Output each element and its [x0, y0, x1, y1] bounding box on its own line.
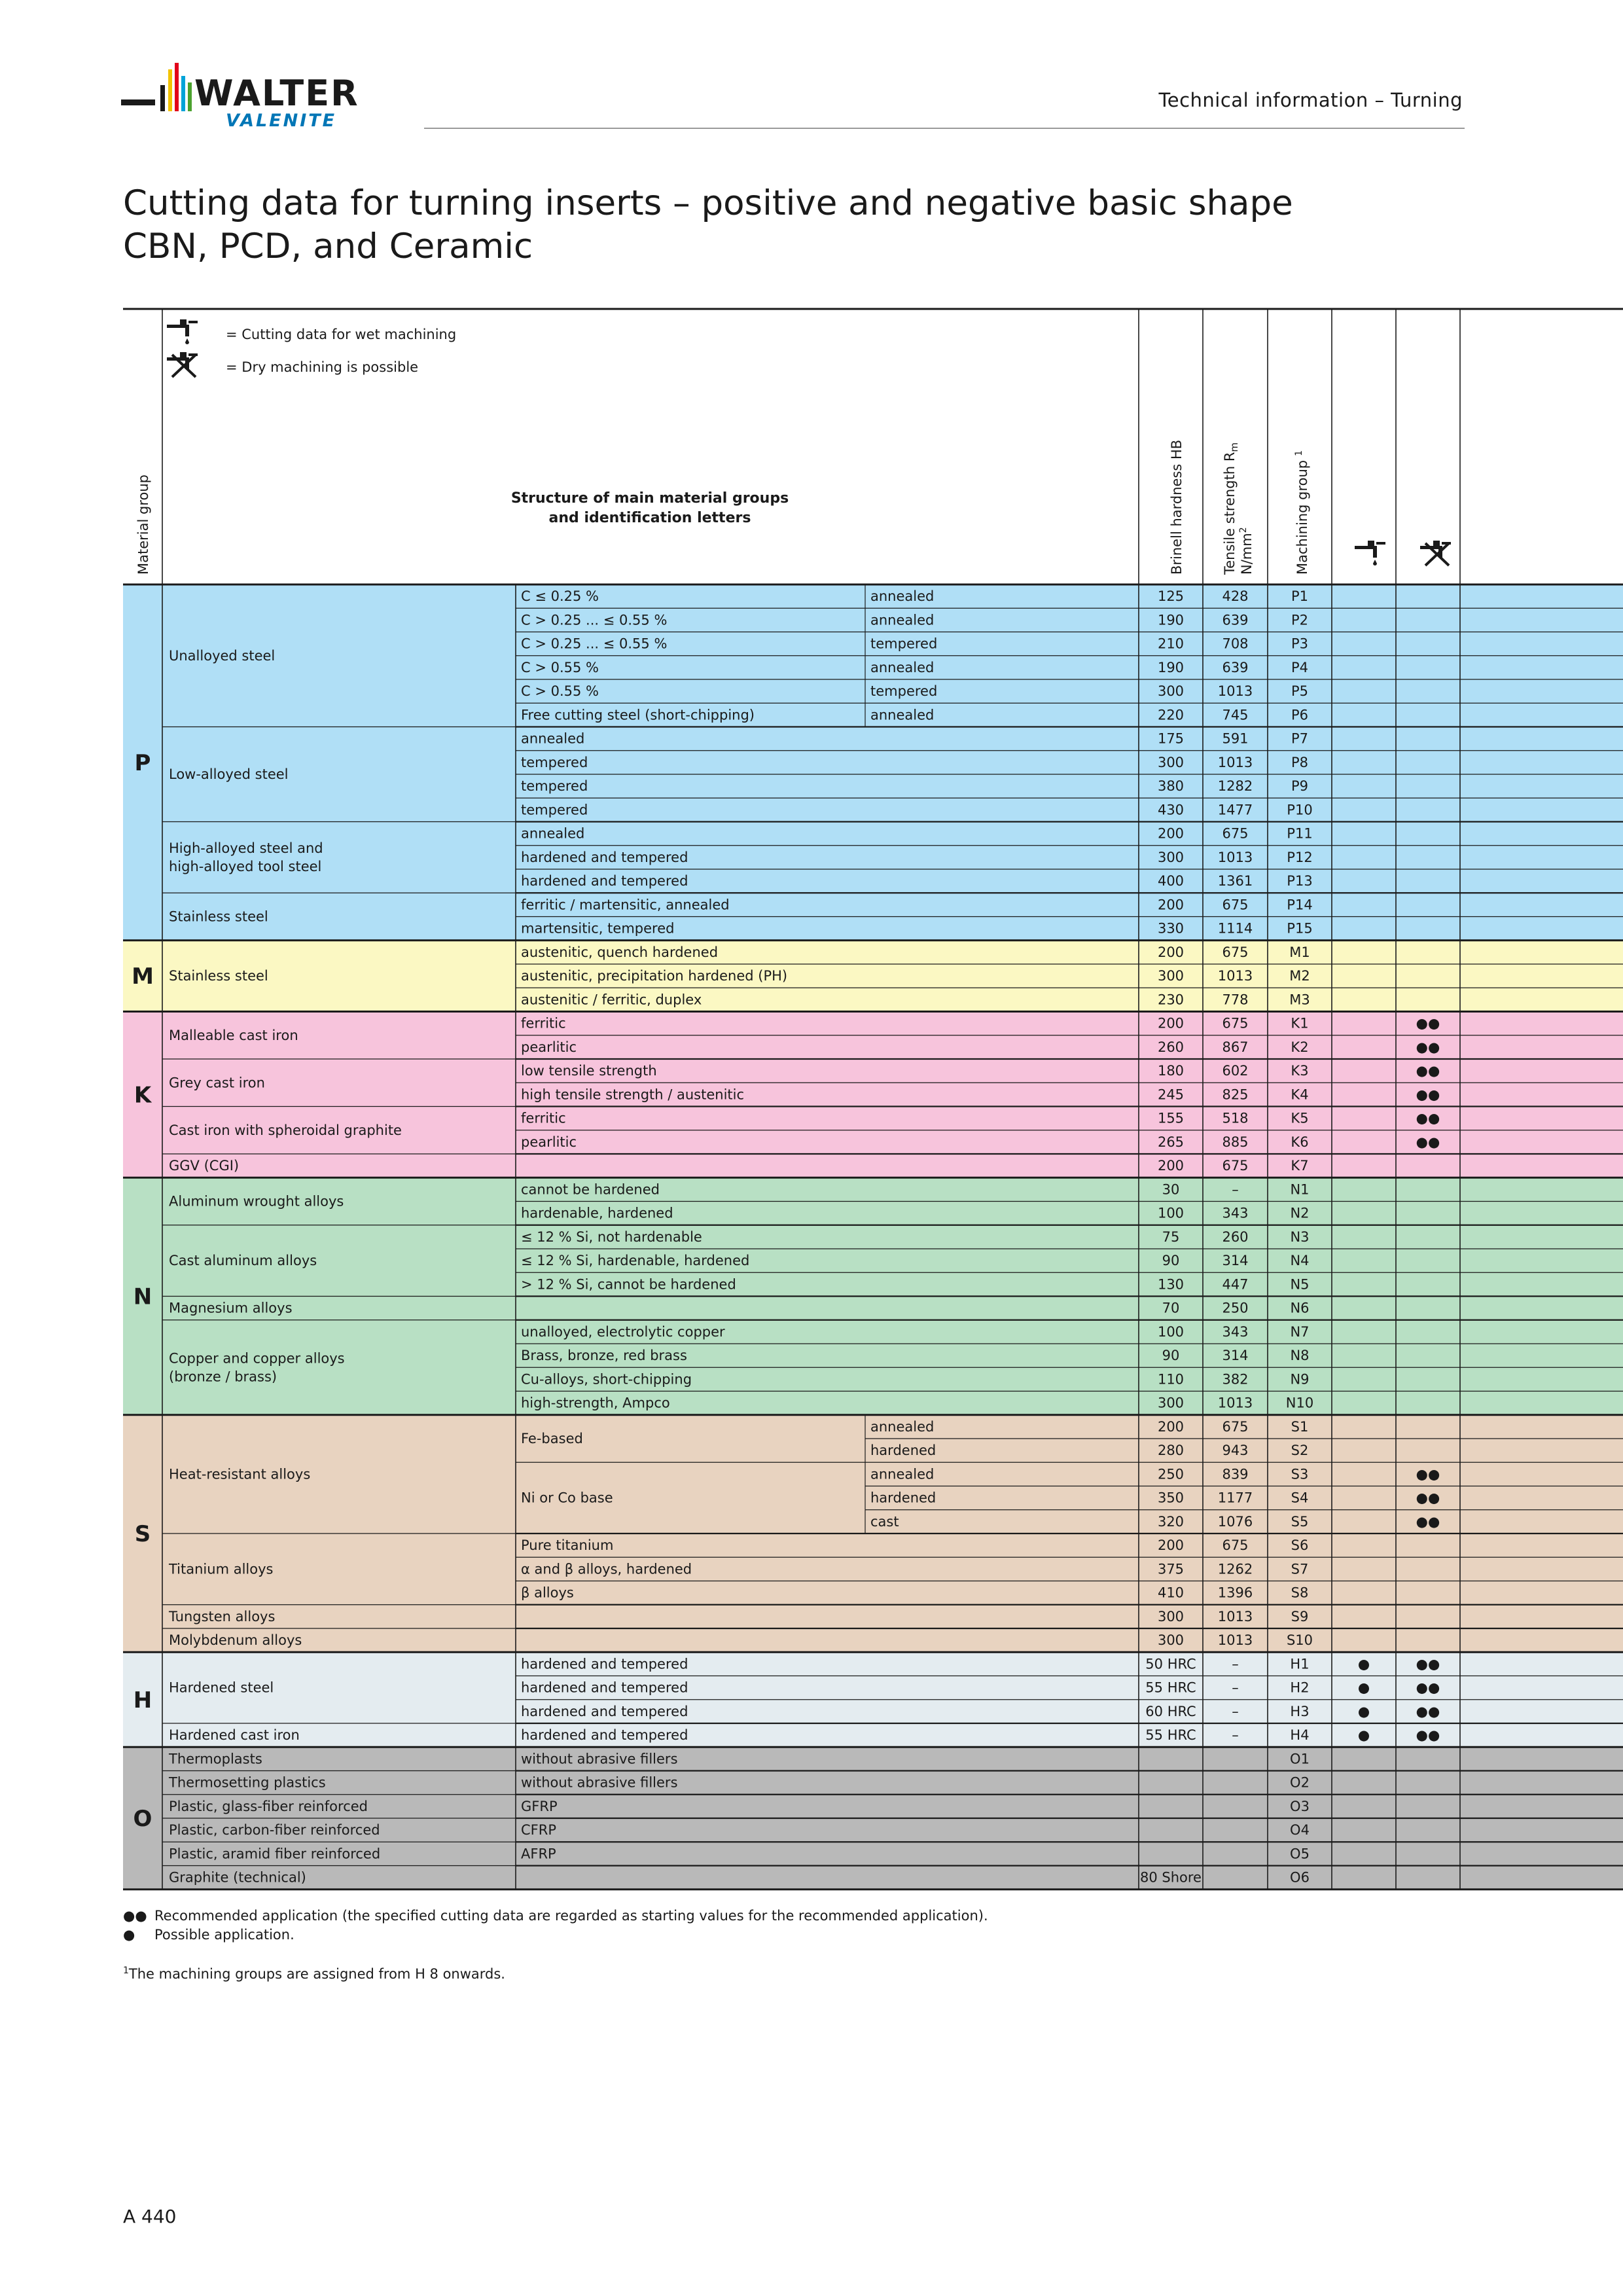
tensile-cell: 314 — [1222, 1253, 1249, 1269]
machining-group-cell: P4 — [1291, 659, 1309, 675]
structure-cell: C ≤ 0.25 % — [521, 588, 599, 605]
tensile-cell: 1477 — [1217, 802, 1253, 818]
tensile-cell: 518 — [1222, 1110, 1249, 1126]
machining-group-cell: P11 — [1287, 825, 1313, 842]
brinell-cell: 265 — [1157, 1134, 1185, 1150]
tensile-cell: 1013 — [1217, 1395, 1253, 1411]
machining-group-cell: H1 — [1290, 1656, 1310, 1672]
tensile-cell: 314 — [1222, 1348, 1249, 1364]
machining-group-cell: P6 — [1291, 707, 1309, 723]
brinell-cell: 300 — [1157, 1632, 1185, 1649]
brinell-cell: 300 — [1157, 968, 1185, 984]
group-letter-P: P — [134, 749, 151, 776]
condition-cell: annealed — [870, 588, 935, 605]
structure-cell: cannot be hardened — [521, 1181, 660, 1198]
tensile-cell: 591 — [1222, 730, 1249, 747]
group-band-K — [123, 1012, 1623, 1178]
group-letter-N: N — [133, 1283, 152, 1310]
structure-cell: pearlitic — [521, 1134, 577, 1150]
machining-group-cell: O4 — [1290, 1822, 1310, 1839]
subgroup-label: Plastic, glass-fiber reinforced — [169, 1798, 368, 1814]
machining-group-cell: H2 — [1290, 1679, 1310, 1696]
structure-cell: β alloys — [521, 1585, 574, 1601]
brinell-cell: 60 HRC — [1145, 1703, 1196, 1719]
structure-cell: hardened and tempered — [521, 873, 688, 889]
machining-group-cell: S3 — [1291, 1466, 1309, 1482]
tensile-cell: 1361 — [1217, 873, 1253, 889]
machining-group-cell: P15 — [1287, 920, 1313, 937]
structure-cell: hardenable, hardened — [521, 1205, 673, 1221]
tensile-cell: 825 — [1222, 1086, 1249, 1103]
condition-cell: hardened — [870, 1490, 936, 1506]
subgroup-label: (bronze / brass) — [169, 1369, 277, 1385]
machining-group-cell: S4 — [1291, 1490, 1309, 1506]
structure-cell: Pure titanium — [521, 1537, 614, 1554]
machining-group-cell: O5 — [1290, 1846, 1310, 1862]
brinell-cell: 190 — [1157, 612, 1185, 628]
structure-cell: AFRP — [521, 1846, 556, 1862]
structure-cell: tempered — [521, 754, 588, 770]
tap-icon — [1355, 541, 1385, 565]
tensile-cell: 839 — [1222, 1466, 1249, 1482]
legend-wet-text: = Cutting data for wet machining — [226, 327, 457, 342]
brinell-cell: 200 — [1157, 1158, 1185, 1174]
dry-application-dots: ●● — [1416, 1015, 1440, 1031]
tensile-cell: – — [1232, 1703, 1239, 1719]
page-number: A 440 — [123, 2206, 177, 2227]
structure-cell: C > 0.25 ... ≤ 0.55 % — [521, 612, 668, 628]
brinell-cell: 210 — [1157, 636, 1185, 652]
structure-cell: Cu-alloys, short-chipping — [521, 1371, 692, 1388]
dry-application-dots: ●● — [1416, 1679, 1440, 1696]
structure-cell: low tensile strength — [521, 1063, 657, 1079]
brinell-cell: 410 — [1157, 1585, 1185, 1601]
tensile-cell: 675 — [1222, 897, 1249, 913]
tensile-cell: 675 — [1222, 1015, 1249, 1031]
machining-group-cell: P7 — [1291, 730, 1309, 747]
subgroup-label: Stainless steel — [169, 968, 268, 984]
condition-cell: cast — [870, 1513, 899, 1530]
structure-cell: high tensile strength / austenitic — [521, 1086, 745, 1103]
subgroup-label: Stainless steel — [169, 908, 268, 925]
col-header-tensile-1: Tensile strength $R_m$ — [1222, 442, 1240, 575]
brinell-cell: 200 — [1157, 897, 1185, 913]
machining-group-cell: N2 — [1290, 1205, 1310, 1221]
machining-group-cell: K1 — [1291, 1015, 1309, 1031]
structure-cell: without abrasive fillers — [521, 1751, 678, 1767]
machining-group-cell: O3 — [1290, 1798, 1310, 1814]
condition-cell: tempered — [870, 636, 938, 652]
subgroup-label: Titanium alloys — [169, 1561, 274, 1577]
dry-application-dots: ●● — [1416, 1513, 1440, 1530]
structure-cell: tempered — [521, 778, 588, 795]
machining-group-cell: P5 — [1291, 683, 1309, 700]
machining-group-cell: P9 — [1291, 778, 1309, 795]
structure-cell: α and β alloys, hardened — [521, 1561, 692, 1577]
brinell-cell: 300 — [1157, 1395, 1185, 1411]
machining-group-cell: P1 — [1291, 588, 1309, 605]
brinell-cell: 130 — [1157, 1276, 1185, 1293]
machining-group-cell: P10 — [1287, 802, 1313, 818]
wet-application-dot: ● — [1357, 1703, 1370, 1719]
subgroup-label: Thermosetting plastics — [169, 1774, 326, 1791]
col-header-brinell: Brinell hardness HB — [1169, 439, 1185, 575]
structure-cell: annealed — [521, 730, 585, 747]
brinell-cell: 30 — [1162, 1181, 1180, 1198]
machining-group-cell: M3 — [1289, 992, 1310, 1008]
col-header-tensile-2: $N/mm^2$ — [1238, 527, 1255, 575]
tensile-cell: 343 — [1222, 1323, 1249, 1340]
structure-cell: pearlitic — [521, 1039, 577, 1055]
machining-group-cell: K4 — [1291, 1086, 1309, 1103]
machining-group-cell: S10 — [1286, 1632, 1313, 1649]
machining-group-cell: P2 — [1291, 612, 1309, 628]
wet-application-dot: ● — [1357, 1656, 1370, 1672]
tensile-cell: – — [1232, 1679, 1239, 1696]
brinell-cell: 320 — [1157, 1513, 1185, 1530]
brinell-cell: 70 — [1162, 1300, 1180, 1316]
condition-cell: annealed — [870, 1466, 935, 1482]
dry-application-dots: ●● — [1416, 1490, 1440, 1506]
page-title-line-2: CBN, PCD, and Ceramic — [123, 226, 533, 266]
tensile-cell: 1396 — [1217, 1585, 1253, 1601]
brinell-cell: 350 — [1157, 1490, 1185, 1506]
tensile-cell: 1282 — [1217, 778, 1253, 795]
brinell-cell: 80 Shore — [1140, 1869, 1202, 1886]
structure-cell: austenitic, quench hardened — [521, 944, 719, 960]
structure-cell: ≤ 12 % Si, hardenable, hardened — [521, 1253, 750, 1269]
tensile-cell: 343 — [1222, 1205, 1249, 1221]
tensile-cell: 675 — [1222, 1537, 1249, 1554]
brinell-cell: 330 — [1157, 920, 1185, 937]
structure-cell: hardened and tempered — [521, 1703, 688, 1719]
brinell-cell: 200 — [1157, 1015, 1185, 1031]
brinell-cell: 100 — [1157, 1205, 1185, 1221]
machining-group-cell: K5 — [1291, 1110, 1309, 1126]
subgroup-label: GGV (CGI) — [169, 1158, 240, 1174]
subgroup-label: Heat-resistant alloys — [169, 1466, 311, 1482]
brinell-cell: 125 — [1157, 588, 1185, 605]
brinell-cell: 200 — [1157, 825, 1185, 842]
subgroup-label: Cast iron with spheroidal graphite — [169, 1122, 402, 1138]
tensile-cell: 1114 — [1217, 920, 1253, 937]
footnote-text: The machining groups are assigned from H 8 onwards. — [128, 1966, 505, 1982]
structure-cell: ferritic — [521, 1110, 566, 1126]
structure-cell: martensitic, tempered — [521, 920, 675, 937]
crossed-tap-icon — [1420, 541, 1451, 565]
subgroup-label: Hardened steel — [169, 1679, 274, 1696]
dry-application-dots: ●● — [1416, 1703, 1440, 1719]
brinell-cell: 200 — [1157, 1418, 1185, 1435]
brinell-cell: 190 — [1157, 659, 1185, 675]
tensile-cell: 675 — [1222, 1418, 1249, 1435]
machining-group-cell: S9 — [1291, 1608, 1309, 1624]
brinell-cell: 300 — [1157, 1608, 1185, 1624]
tensile-cell: 708 — [1222, 636, 1249, 652]
tensile-cell: 745 — [1222, 707, 1249, 723]
legend-recommended-text: Recommended application (the specified cutting data are regarded as starting values for the recommended application). — [154, 1908, 988, 1924]
brinell-cell: 375 — [1157, 1561, 1185, 1577]
condition-cell: tempered — [870, 683, 938, 700]
col-header-machining-group: Machining group$^1$ — [1294, 450, 1310, 575]
machining-group-cell: O2 — [1290, 1774, 1310, 1791]
machining-group-cell: N7 — [1290, 1323, 1310, 1340]
tensile-cell: 639 — [1222, 659, 1249, 675]
brinell-cell: 300 — [1157, 683, 1185, 700]
machining-group-cell: P12 — [1287, 849, 1313, 865]
group-letter-H: H — [133, 1687, 152, 1713]
legend-recommended — [123, 1908, 988, 1924]
tensile-cell: 1013 — [1217, 683, 1253, 700]
machining-group-cell: N6 — [1290, 1300, 1310, 1316]
subgroup-label: Unalloyed steel — [169, 647, 276, 664]
brinell-cell: 55 HRC — [1145, 1679, 1196, 1696]
structure-cell: unalloyed, electrolytic copper — [521, 1323, 725, 1340]
brinell-cell: 250 — [1157, 1466, 1185, 1482]
tensile-cell: 382 — [1222, 1371, 1249, 1388]
condition-cell: annealed — [870, 1418, 935, 1435]
machining-group-cell: S2 — [1291, 1443, 1309, 1459]
machining-group-cell: P14 — [1287, 897, 1313, 913]
structure-cell: hardened and tempered — [521, 849, 688, 865]
col-header-structure-2: and identification letters — [548, 510, 751, 526]
brinell-cell: 100 — [1157, 1323, 1185, 1340]
machining-group-cell: P13 — [1287, 873, 1313, 889]
brinell-cell: 55 HRC — [1145, 1727, 1196, 1744]
brinell-cell: 300 — [1157, 849, 1185, 865]
tensile-cell: 1013 — [1217, 754, 1253, 770]
tensile-cell: 602 — [1222, 1063, 1249, 1079]
legend-possible-text: Possible application. — [154, 1927, 294, 1943]
footnote — [123, 1965, 505, 1982]
footnote-marker: 1 — [123, 1965, 129, 1976]
group-letter-M: M — [132, 963, 154, 990]
subgroup-label: Tungsten alloys — [169, 1608, 276, 1624]
tensile-cell: 867 — [1222, 1039, 1249, 1055]
dry-application-dots: ●● — [1416, 1039, 1440, 1055]
brinell-cell: 200 — [1157, 944, 1185, 960]
subgroup-label: high-alloyed tool steel — [169, 858, 322, 874]
structure-cell: without abrasive fillers — [521, 1774, 678, 1791]
machining-group-cell: K6 — [1291, 1134, 1309, 1150]
machining-group-cell: K3 — [1291, 1063, 1309, 1079]
group-letter-O: O — [133, 1806, 152, 1832]
legend-dry-text: = Dry machining is possible — [226, 359, 419, 375]
structure-cell: Free cutting steel (short-chipping) — [521, 707, 755, 723]
structure-cell: tempered — [521, 802, 588, 818]
table-background — [123, 584, 1623, 1890]
logo-text-bottom: VALENITE — [226, 111, 337, 131]
tensile-cell: 1013 — [1217, 849, 1253, 865]
dry-application-dots: ●● — [1416, 1466, 1440, 1482]
tensile-cell: 639 — [1222, 612, 1249, 628]
brinell-cell: 180 — [1157, 1063, 1185, 1079]
subgroup-label: Low-alloyed steel — [169, 766, 289, 782]
tap-icon — [167, 319, 198, 344]
machining-group-cell: N4 — [1290, 1253, 1310, 1269]
structure-cell: ≤ 12 % Si, not hardenable — [521, 1229, 702, 1245]
tensile-cell: 1076 — [1217, 1513, 1253, 1530]
merged-structure-label: Ni or Co base — [521, 1490, 613, 1506]
legend-single-dot: ● — [123, 1927, 135, 1943]
col-header-structure-1: Structure of main material groups — [510, 490, 789, 507]
subgroup-label: Cast aluminum alloys — [169, 1253, 317, 1269]
machining-group-cell: H4 — [1290, 1727, 1310, 1744]
tensile-cell: 885 — [1222, 1134, 1249, 1150]
condition-cell: annealed — [870, 659, 935, 675]
brinell-cell: 400 — [1157, 873, 1185, 889]
structure-cell: hardened and tempered — [521, 1679, 688, 1696]
tensile-cell: 1013 — [1217, 968, 1253, 984]
group-letter-K: K — [134, 1082, 152, 1109]
machining-group-cell: N3 — [1290, 1229, 1310, 1245]
machining-group-cell: N10 — [1285, 1395, 1314, 1411]
tensile-cell: 1013 — [1217, 1632, 1253, 1649]
dry-application-dots: ●● — [1416, 1134, 1440, 1150]
structure-cell: ferritic — [521, 1015, 566, 1031]
col-header-material-group: Material group — [135, 475, 151, 575]
machining-group-cell: M1 — [1289, 944, 1310, 960]
structure-cell: hardened and tempered — [521, 1727, 688, 1744]
brinell-cell: 245 — [1157, 1086, 1185, 1103]
machining-group-cell: S8 — [1291, 1585, 1309, 1601]
brinell-cell: 280 — [1157, 1443, 1185, 1459]
wet-application-dot: ● — [1357, 1727, 1370, 1744]
subgroup-label: Graphite (technical) — [169, 1869, 306, 1886]
crossed-tap-icon — [167, 352, 198, 377]
brinell-cell: 75 — [1162, 1229, 1180, 1245]
tensile-cell: 1177 — [1217, 1490, 1253, 1506]
tensile-cell: – — [1232, 1727, 1239, 1744]
structure-cell: annealed — [521, 825, 585, 842]
tensile-cell: 260 — [1222, 1229, 1249, 1245]
subgroup-label: Aluminum wrought alloys — [169, 1193, 344, 1210]
machining-group-cell: N1 — [1290, 1181, 1310, 1198]
brinell-cell: 430 — [1157, 802, 1185, 818]
wet-application-dot: ● — [1357, 1679, 1370, 1696]
machining-group-cell: S5 — [1291, 1513, 1309, 1530]
machining-group-cell: P3 — [1291, 636, 1309, 652]
brinell-cell: 300 — [1157, 754, 1185, 770]
condition-cell: hardened — [870, 1443, 936, 1459]
tensile-cell: 1262 — [1217, 1561, 1253, 1577]
machining-group-cell: S6 — [1291, 1537, 1309, 1554]
merged-structure-label: Fe-based — [521, 1431, 583, 1446]
brinell-cell: 230 — [1157, 992, 1185, 1008]
legend-possible — [123, 1927, 294, 1943]
brinell-cell: 155 — [1157, 1110, 1185, 1126]
tensile-cell: 675 — [1222, 825, 1249, 842]
page-title-line-1: Cutting data for turning inserts – positive and negative basic shape — [123, 183, 1293, 223]
brinell-cell: 175 — [1157, 730, 1185, 747]
structure-cell: > 12 % Si, cannot be hardened — [521, 1276, 736, 1293]
subgroup-label: Plastic, aramid fiber reinforced — [169, 1846, 381, 1862]
machining-group-cell: K2 — [1291, 1039, 1309, 1055]
machining-group-cell: K7 — [1291, 1158, 1309, 1174]
machining-group-cell: M2 — [1289, 968, 1310, 984]
machining-group-cell: S7 — [1291, 1561, 1309, 1577]
structure-cell: Brass, bronze, red brass — [521, 1348, 687, 1364]
brinell-cell: 260 — [1157, 1039, 1185, 1055]
subgroup-label: Thermoplasts — [169, 1751, 262, 1767]
subgroup-label: High-alloyed steel and — [169, 840, 323, 856]
brinell-cell: 380 — [1157, 778, 1185, 795]
tensile-cell: 778 — [1222, 992, 1249, 1008]
group-band-M — [123, 941, 1623, 1012]
brinell-cell: 220 — [1157, 707, 1185, 723]
machining-group-cell: N5 — [1290, 1276, 1310, 1293]
structure-cell: GFRP — [521, 1798, 558, 1814]
machining-group-cell: O6 — [1290, 1869, 1310, 1886]
subgroup-label: Plastic, carbon-fiber reinforced — [169, 1822, 380, 1839]
machining-group-cell: O1 — [1290, 1751, 1310, 1767]
dry-application-dots: ●● — [1416, 1656, 1440, 1672]
condition-cell: annealed — [870, 707, 935, 723]
machining-group-cell: S1 — [1291, 1418, 1309, 1435]
tensile-cell: 675 — [1222, 1158, 1249, 1174]
subgroup-label: Copper and copper alloys — [169, 1350, 345, 1367]
dry-application-dots: ●● — [1416, 1727, 1440, 1744]
tensile-cell: 428 — [1222, 588, 1249, 605]
dry-application-dots: ●● — [1416, 1086, 1440, 1103]
condition-cell: annealed — [870, 612, 935, 628]
machining-group-cell: H3 — [1290, 1703, 1310, 1719]
logo-text-top: WALTER — [194, 73, 359, 114]
structure-cell: ferritic / martensitic, annealed — [521, 897, 730, 913]
subgroup-label: Hardened cast iron — [169, 1727, 300, 1744]
structure-cell: high-strength, Ampco — [521, 1395, 670, 1411]
structure-cell: austenitic, precipitation hardened (PH) — [521, 968, 788, 984]
tensile-cell: – — [1232, 1181, 1239, 1198]
dry-application-dots: ●● — [1416, 1110, 1440, 1126]
brinell-cell: 200 — [1157, 1537, 1185, 1554]
tensile-cell: 675 — [1222, 944, 1249, 960]
machining-group-cell: N8 — [1290, 1348, 1310, 1364]
structure-cell: C > 0.55 % — [521, 683, 599, 700]
machining-group-cell: P8 — [1291, 754, 1309, 770]
group-letter-S: S — [134, 1521, 151, 1547]
tensile-cell: 250 — [1222, 1300, 1249, 1316]
section-title: Technical information – Turning — [1158, 89, 1463, 111]
tensile-cell: 943 — [1222, 1443, 1249, 1459]
machining-group-cell: N9 — [1290, 1371, 1310, 1388]
legend-double-dot: ●● — [123, 1908, 147, 1924]
subgroup-label: Molybdenum alloys — [169, 1632, 302, 1649]
dry-application-dots: ●● — [1416, 1063, 1440, 1079]
subgroup-label: Malleable cast iron — [169, 1027, 298, 1043]
structure-cell: C > 0.55 % — [521, 659, 599, 675]
tensile-cell: 1013 — [1217, 1608, 1253, 1624]
structure-cell: C > 0.25 ... ≤ 0.55 % — [521, 636, 668, 652]
brinell-cell: 50 HRC — [1145, 1656, 1196, 1672]
brinell-cell: 90 — [1162, 1253, 1180, 1269]
tensile-cell: – — [1232, 1656, 1239, 1672]
subgroup-label: Magnesium alloys — [169, 1300, 293, 1316]
subgroup-label: Grey cast iron — [169, 1075, 265, 1091]
structure-cell: hardened and tempered — [521, 1656, 688, 1672]
tensile-cell: 447 — [1222, 1276, 1249, 1293]
brinell-cell: 90 — [1162, 1348, 1180, 1364]
brinell-cell: 110 — [1157, 1371, 1185, 1388]
structure-cell: austenitic / ferritic, duplex — [521, 992, 702, 1008]
table-header — [135, 319, 1451, 575]
structure-cell: CFRP — [521, 1822, 556, 1839]
